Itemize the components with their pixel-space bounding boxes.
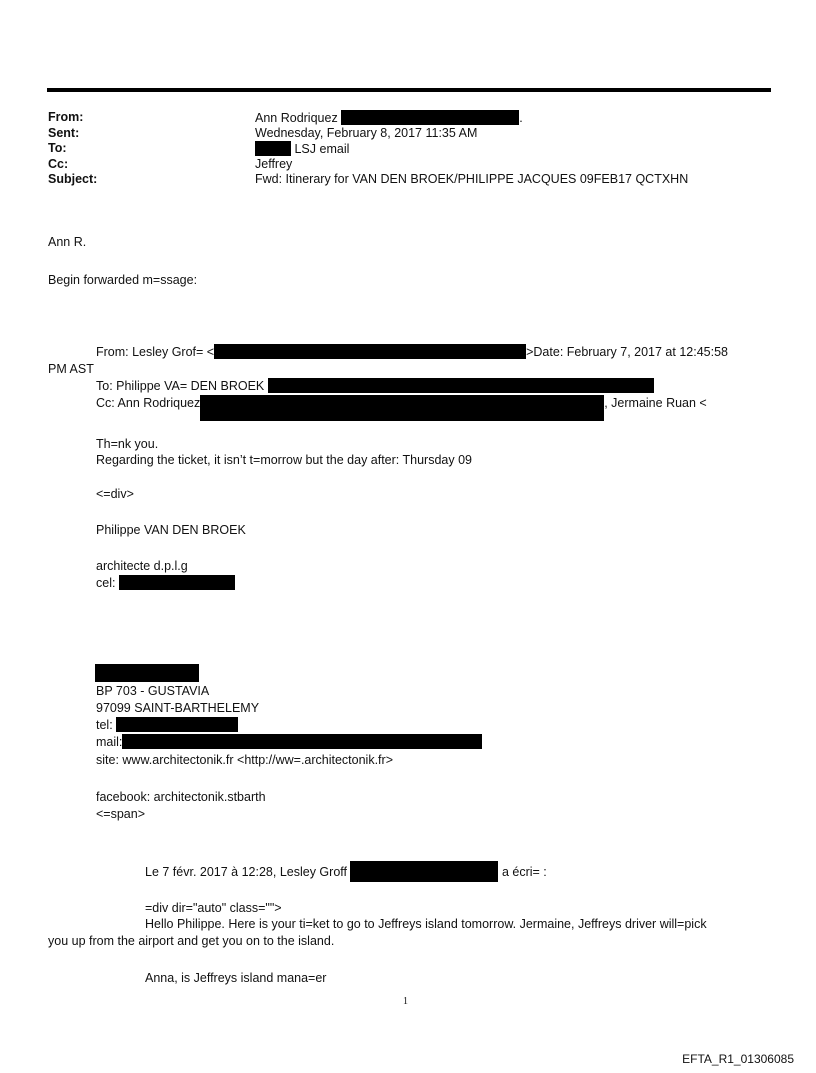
to-value: LSJ email	[294, 142, 350, 157]
redaction-box	[350, 861, 498, 882]
fwd-to: To: Philippe VA= DEN BROEK	[96, 379, 265, 393]
fwd-from-suffix: >Date: February 7, 2017 at 12:45:58	[526, 345, 728, 359]
signoff: Ann R.	[48, 235, 87, 249]
to-row	[48, 141, 768, 157]
fwd-to-line	[96, 378, 654, 395]
cc-label: Cc:	[48, 156, 69, 171]
regarding-line: Regarding the ticket, it isn’t t=morrow but the day after: Thursday 09	[96, 453, 473, 467]
redaction-box	[95, 664, 199, 682]
quote-intro-prefix: Le 7 févr. 2017 à 12:28, Lesley Groff	[145, 865, 347, 879]
from-row	[48, 110, 768, 126]
quote-intro-suffix: a écri= :	[501, 865, 547, 879]
quote-intro	[145, 861, 547, 882]
to-label: To:	[48, 141, 67, 156]
bates-stamp: EFTA_R1_01306085	[682, 1052, 794, 1066]
address-line-2: 97099 SAINT-BARTHELEMY	[96, 701, 260, 715]
subject-label: Subject:	[48, 172, 98, 187]
redaction-box	[268, 378, 654, 393]
fwd-cc-prefix: Cc: Ann Rodriquez	[96, 396, 201, 410]
email-header	[48, 110, 768, 188]
signature-cel	[96, 575, 235, 592]
redaction-box	[255, 141, 291, 156]
redaction-box	[122, 734, 482, 749]
div-dir-line: =div dir="auto" class="">	[145, 901, 282, 915]
redaction-box	[200, 395, 604, 421]
header-rule	[47, 88, 771, 92]
cel-label: cel:	[96, 576, 116, 590]
sent-row	[48, 126, 768, 142]
page-number: 1	[403, 996, 408, 1007]
subject-row	[48, 172, 768, 188]
tel-line	[96, 717, 238, 734]
hello-line: Hello Philippe. Here is your ti=ket to go to Jeffreys island tomorrow. Jermaine, Jeffreys driver will=pick	[145, 917, 707, 931]
span-tag: <=span>	[96, 807, 146, 821]
sent-label: Sent:	[48, 125, 80, 140]
cc-value: Jeffrey	[255, 156, 293, 171]
redaction-box	[214, 344, 526, 359]
div-tag: <=div>	[96, 487, 134, 501]
fwd-cc-line	[96, 395, 707, 421]
cc-row	[48, 157, 768, 173]
fwd-from-wrap: PM AST	[48, 362, 94, 376]
fwd-from-line	[96, 344, 728, 361]
subject-value: Fwd: Itinerary for VAN DEN BROEK/PHILIPPE JACQUES 09FEB17 QCTXHN	[255, 172, 689, 187]
from-label: From:	[48, 110, 84, 124]
address-line-1: BP 703 - GUSTAVIA	[96, 684, 210, 698]
site-line: site: www.architectonik.fr <http://ww=.architectonik.fr>	[96, 753, 393, 767]
from-trail: .	[519, 111, 523, 125]
redaction-box	[119, 575, 235, 590]
from-value: Ann Rodriquez	[255, 111, 338, 125]
facebook-line: facebook: architectonik.stbarth	[96, 790, 266, 804]
redaction-box	[116, 717, 238, 732]
fwd-cc-suffix: , Jermaine Ruan <	[604, 396, 707, 410]
hello-wrap: you up from the airport and get you on to the island.	[48, 934, 335, 948]
sent-value: Wednesday, February 8, 2017 11:35 AM	[255, 125, 478, 140]
signature-name: Philippe VAN DEN BROEK	[96, 523, 246, 537]
tel-label: tel:	[96, 718, 113, 732]
mail-label: mail:	[96, 735, 123, 749]
begin-forwarded: Begin forwarded m=ssage:	[48, 273, 198, 287]
signature-title: architecte d.p.l.g	[96, 559, 188, 573]
fwd-from-prefix: From: Lesley Grof= <	[96, 345, 215, 359]
thanks-line: Th=nk you.	[96, 437, 159, 451]
anna-line: Anna, is Jeffreys island mana=er	[145, 971, 327, 985]
redaction-box	[341, 110, 519, 125]
mail-line	[96, 734, 482, 751]
